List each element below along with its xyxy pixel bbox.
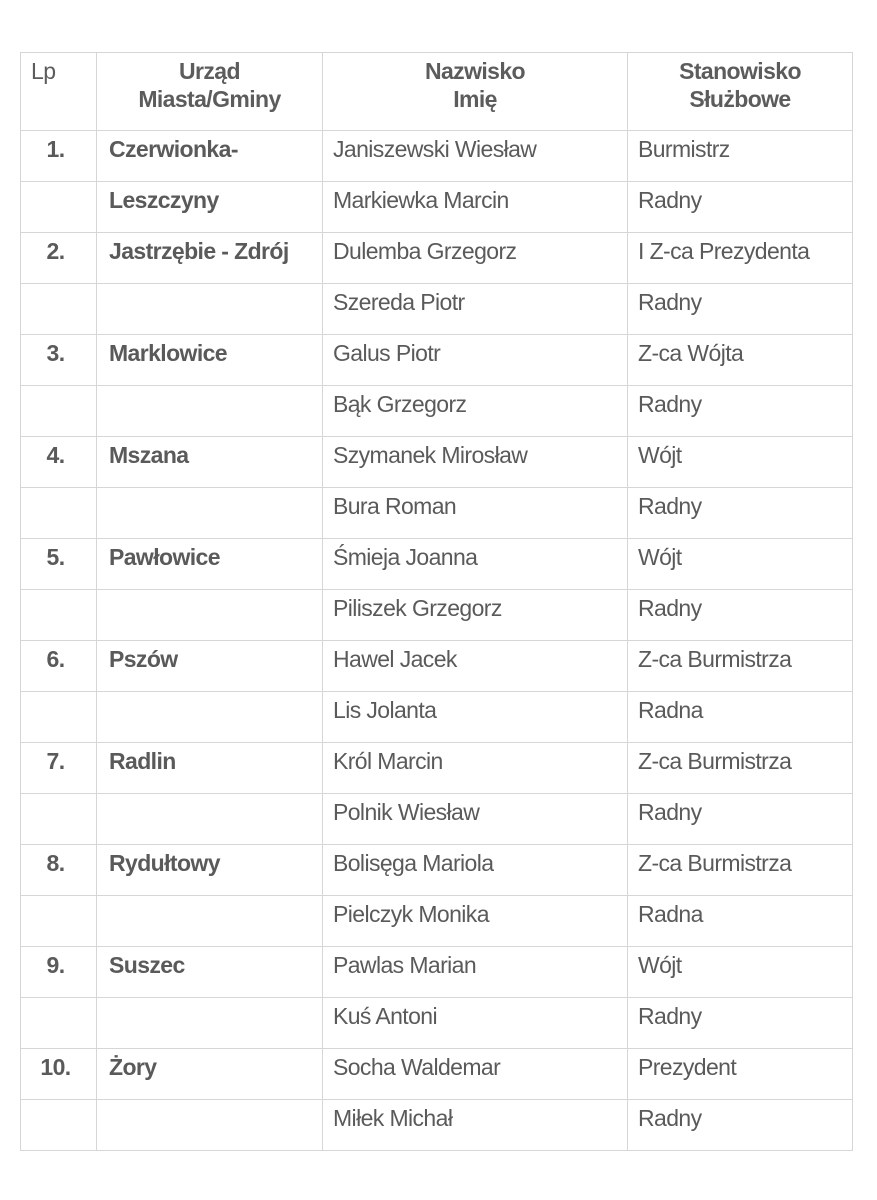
- cell-role: Radny: [628, 998, 853, 1049]
- cell-office: [97, 488, 323, 539]
- table-row: [21, 998, 853, 1049]
- cell-office: [97, 998, 323, 1049]
- cell-lp: [21, 386, 97, 437]
- cell-role: Radny: [628, 386, 853, 437]
- cell-role: Radna: [628, 692, 853, 743]
- header-name-line1: Nazwisko: [424, 58, 525, 84]
- cell-role: Prezydent: [628, 1049, 853, 1100]
- cell-name: Szymanek Mirosław: [323, 437, 628, 488]
- cell-lp: [21, 692, 97, 743]
- table-row: [21, 386, 853, 437]
- table-row: [21, 794, 853, 845]
- cell-name: Śmieja Joanna: [323, 539, 628, 590]
- cell-lp: 9.: [21, 947, 97, 998]
- cell-name: Kuś Antoni: [323, 998, 628, 1049]
- table-row: [21, 182, 853, 233]
- cell-lp: [21, 794, 97, 845]
- table-body: [21, 131, 853, 1151]
- table-row: [21, 845, 853, 896]
- cell-role: Z-ca Burmistrza: [628, 845, 853, 896]
- table-row: [21, 947, 853, 998]
- header-role-line2: Służbowe: [689, 85, 791, 112]
- cell-role: Radny: [628, 590, 853, 641]
- cell-lp: 4.: [21, 437, 97, 488]
- cell-lp: [21, 284, 97, 335]
- table-row: [21, 284, 853, 335]
- table-row: [21, 1049, 853, 1100]
- table-row: [21, 896, 853, 947]
- cell-name: Piliszek Grzegorz: [323, 590, 628, 641]
- cell-role: Radna: [628, 896, 853, 947]
- cell-role: Z-ca Burmistrza: [628, 641, 853, 692]
- table-row: [21, 539, 853, 590]
- cell-office: Marklowice: [97, 335, 323, 386]
- cell-role: Radny: [628, 488, 853, 539]
- cell-office: Mszana: [97, 437, 323, 488]
- cell-office: [97, 590, 323, 641]
- header-office-line1: Urząd: [179, 58, 240, 84]
- cell-office: Jastrzębie - Zdrój: [97, 233, 323, 284]
- cell-name: Bolisęga Mariola: [323, 845, 628, 896]
- cell-role: Radny: [628, 284, 853, 335]
- cell-lp: [21, 488, 97, 539]
- cell-office: Rydułtowy: [97, 845, 323, 896]
- cell-name: Socha Waldemar: [323, 1049, 628, 1100]
- cell-role: Burmistrz: [628, 131, 853, 182]
- header-role-line1: Stanowisko: [679, 58, 801, 84]
- table-row: [21, 233, 853, 284]
- cell-lp: 6.: [21, 641, 97, 692]
- cell-name: Lis Jolanta: [323, 692, 628, 743]
- cell-office: [97, 284, 323, 335]
- cell-name: Hawel Jacek: [323, 641, 628, 692]
- table-header-row: [21, 53, 853, 131]
- cell-office: [97, 386, 323, 437]
- cell-office: [97, 692, 323, 743]
- table-row: [21, 437, 853, 488]
- cell-office: Pawłowice: [97, 539, 323, 590]
- cell-name: Janiszewski Wiesław: [323, 131, 628, 182]
- table-row: [21, 131, 853, 182]
- cell-name: Polnik Wiesław: [323, 794, 628, 845]
- header-name: [323, 53, 628, 131]
- cell-office: Pszów: [97, 641, 323, 692]
- cell-lp: [21, 590, 97, 641]
- header-role: [628, 53, 853, 131]
- header-office: [97, 53, 323, 131]
- cell-role: Wójt: [628, 437, 853, 488]
- officials-table: [20, 52, 853, 1151]
- cell-lp: 8.: [21, 845, 97, 896]
- cell-lp: 2.: [21, 233, 97, 284]
- header-lp: Lp: [21, 53, 97, 131]
- cell-role: Radny: [628, 182, 853, 233]
- cell-lp: [21, 182, 97, 233]
- cell-office: [97, 794, 323, 845]
- header-name-line2: Imię: [453, 85, 497, 112]
- cell-lp: [21, 998, 97, 1049]
- cell-office: Leszczyny: [97, 182, 323, 233]
- cell-role: Wójt: [628, 947, 853, 998]
- table-row: [21, 335, 853, 386]
- cell-name: Bąk Grzegorz: [323, 386, 628, 437]
- cell-lp: [21, 1100, 97, 1151]
- cell-lp: 7.: [21, 743, 97, 794]
- cell-name: Miłek Michał: [323, 1100, 628, 1151]
- cell-name: Bura Roman: [323, 488, 628, 539]
- cell-office: Żory: [97, 1049, 323, 1100]
- cell-office: [97, 896, 323, 947]
- cell-role: Radny: [628, 794, 853, 845]
- cell-lp: [21, 896, 97, 947]
- table-row: [21, 1100, 853, 1151]
- cell-office: Suszec: [97, 947, 323, 998]
- cell-name: Pawlas Marian: [323, 947, 628, 998]
- table-row: [21, 590, 853, 641]
- cell-role: Radny: [628, 1100, 853, 1151]
- table-row: [21, 743, 853, 794]
- cell-lp: 5.: [21, 539, 97, 590]
- cell-office: Radlin: [97, 743, 323, 794]
- cell-name: Galus Piotr: [323, 335, 628, 386]
- cell-name: Król Marcin: [323, 743, 628, 794]
- cell-name: Pielczyk Monika: [323, 896, 628, 947]
- cell-role: I Z-ca Prezydenta: [628, 233, 853, 284]
- table-row: [21, 692, 853, 743]
- cell-office: [97, 1100, 323, 1151]
- cell-name: Szereda Piotr: [323, 284, 628, 335]
- cell-role: Wójt: [628, 539, 853, 590]
- cell-office: Czerwionka-: [97, 131, 323, 182]
- cell-lp: 3.: [21, 335, 97, 386]
- cell-role: Z-ca Wójta: [628, 335, 853, 386]
- header-office-line2: Miasta/Gminy: [138, 85, 281, 112]
- table-row: [21, 641, 853, 692]
- cell-lp: 10.: [21, 1049, 97, 1100]
- cell-name: Markiewka Marcin: [323, 182, 628, 233]
- cell-name: Dulemba Grzegorz: [323, 233, 628, 284]
- cell-role: Z-ca Burmistrza: [628, 743, 853, 794]
- cell-lp: 1.: [21, 131, 97, 182]
- table-row: [21, 488, 853, 539]
